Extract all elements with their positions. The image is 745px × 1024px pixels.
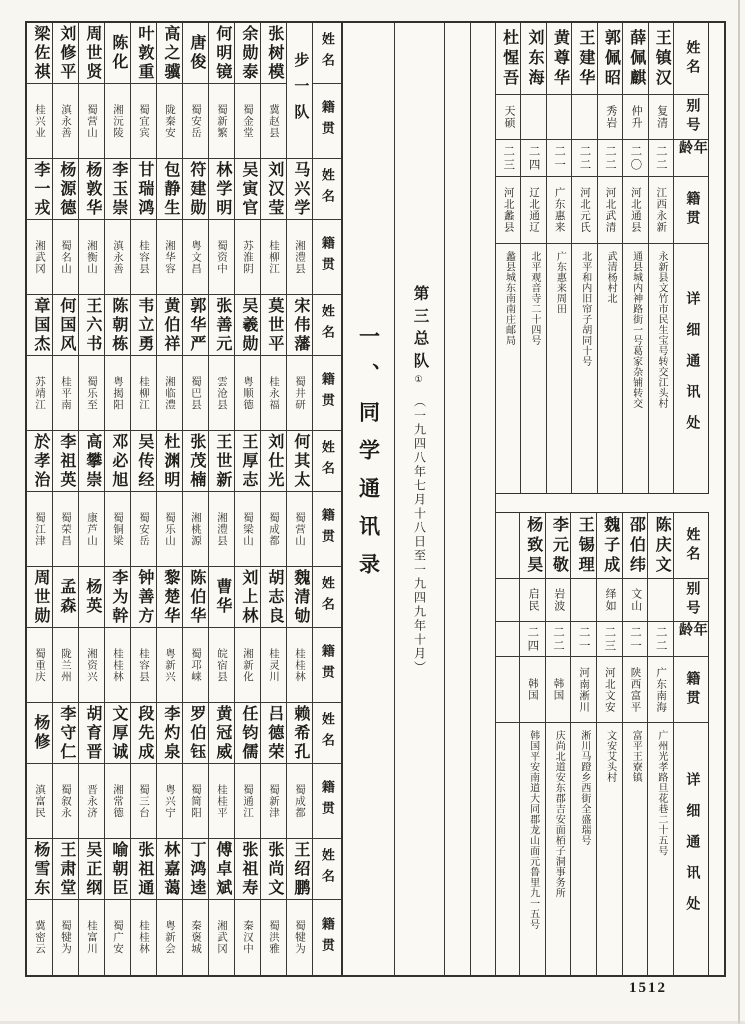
roster-name: 陈化 [105, 23, 131, 84]
roster-origin: 蜀名山 [53, 220, 79, 295]
contact-name: 魏子成 [597, 513, 623, 579]
roster-name: 张尚文 [261, 839, 287, 900]
column-header-age: 年龄 [674, 622, 708, 657]
roster-name: 郭华严 [183, 295, 209, 356]
contact-age: 二二 [598, 140, 623, 177]
roster-name: 张树模 [261, 23, 287, 84]
roster-origin: 蜀安岳 [183, 84, 209, 159]
roster-origin: 桂灵川 [261, 628, 287, 703]
roster-origin: 粤揭阳 [105, 356, 131, 431]
roster-name: 孟森 [53, 567, 79, 628]
roster-name: 刘汉莹 [261, 159, 287, 220]
contact-address: 永新县文竹市民生宝号转交江头村 [649, 244, 674, 493]
contact-origin: 河北蠡县 [496, 177, 521, 244]
roster-name: 张茂楠 [183, 431, 209, 492]
roster-origin: 桂容县 [131, 220, 157, 295]
roster-name: 李灼泉 [157, 703, 183, 764]
roster-origin: 桂桂林 [105, 628, 131, 703]
page-border-frame [25, 21, 726, 977]
roster-name: 宋伟藩 [287, 295, 313, 356]
roster-origin: 蜀井研 [287, 356, 313, 431]
roster-origin: 陇兰州 [53, 628, 79, 703]
roster-name: 唐俊 [183, 23, 209, 84]
roster-name: 陈伯华 [183, 567, 209, 628]
contact-name: 王镇汉 [649, 23, 674, 95]
roster-origin: 冀赵县 [261, 84, 287, 159]
roster-origin: 蜀洪雅 [261, 900, 287, 975]
title-column [343, 23, 395, 975]
roster-origin: 桂平南 [53, 356, 79, 431]
roster-origin: 湘衡山 [79, 220, 105, 295]
column-header-origin: 籍贯 [313, 220, 341, 295]
roster-name: 李为幹 [105, 567, 131, 628]
contact-table-top [496, 23, 709, 494]
contact-age: 二四 [520, 622, 546, 657]
contact-name: 郭佩昭 [598, 23, 623, 95]
unit-label: 步一队 [287, 23, 313, 159]
roster-name: 何其太 [287, 431, 313, 492]
roster-name: 包静生 [157, 159, 183, 220]
roster-name: 赖希孔 [287, 703, 313, 764]
roster-name: 何明镜 [209, 23, 235, 84]
roster-origin: 蜀荣昌 [53, 492, 79, 567]
roster-name: 章国杰 [27, 295, 53, 356]
roster-origin: 湘常德 [105, 764, 131, 839]
contact-origin: 江西永新 [649, 177, 674, 244]
empty-cell [496, 622, 520, 657]
roster-name: 杨修 [27, 703, 53, 764]
roster-origin: 雲沧县 [209, 356, 235, 431]
column-header-origin: 籍贯 [313, 356, 341, 431]
roster-origin: 桂富川 [79, 900, 105, 975]
roster-name: 刘上林 [235, 567, 261, 628]
roster-name: 李一戎 [27, 159, 53, 220]
roster-name: 丁鸿逵 [183, 839, 209, 900]
roster-origin: 桂柳江 [131, 356, 157, 431]
roster-name: 胡育晋 [79, 703, 105, 764]
roster-name: 於孝治 [27, 431, 53, 492]
roster-name: 周世贤 [79, 23, 105, 84]
column-header-origin: 籍贯 [313, 84, 341, 159]
roster-name: 王肃堂 [53, 839, 79, 900]
roster-origin: 桂桂林 [131, 900, 157, 975]
roster-name: 余勋泰 [235, 23, 261, 84]
contact-alias: 绎如 [597, 579, 623, 622]
roster-origin: 粤兴宁 [157, 764, 183, 839]
roster-origin: 秦褒城 [183, 900, 209, 975]
contact-alias: 仲升 [623, 95, 648, 140]
roster-name: 邓必旭 [105, 431, 131, 492]
roster-name: 叶敦重 [131, 23, 157, 84]
contact-name: 薛佩麒 [623, 23, 648, 95]
contact-alias [521, 95, 546, 140]
roster-origin: 蜀资中 [209, 220, 235, 295]
empty-cell [496, 513, 520, 579]
roster-name: 杨敦华 [79, 159, 105, 220]
roster-name: 黄冠威 [209, 703, 235, 764]
contact-name: 刘东海 [521, 23, 546, 95]
contact-age: 二〇 [623, 140, 648, 177]
contact-age: 二二 [648, 622, 674, 657]
roster-name: 喻朝臣 [105, 839, 131, 900]
roster-name: 李守仁 [53, 703, 79, 764]
roster-name: 曹华 [209, 567, 235, 628]
empty-column [471, 23, 496, 975]
roster-name: 马兴学 [287, 159, 313, 220]
contact-address: 广东惠来周田 [547, 244, 572, 493]
contact-alias: 文山 [623, 579, 649, 622]
roster-origin: 蜀新繁 [209, 84, 235, 159]
scan-edge-artifact [738, 0, 740, 1024]
roster-table-infantry-1 [27, 23, 343, 975]
contact-age: 二三 [496, 140, 521, 177]
roster-origin: 蜀巴县 [183, 356, 209, 431]
roster-origin: 桂兴业 [27, 84, 53, 159]
roster-origin: 粤顺德 [235, 356, 261, 431]
roster-name: 吴正纲 [79, 839, 105, 900]
contact-address: 蠡县城东南南庄邮局 [496, 244, 521, 493]
roster-origin: 桂永福 [261, 356, 287, 431]
contact-name: 王锡理 [571, 513, 597, 579]
contact-origin: 广东南海 [648, 657, 674, 723]
contact-age: 二一 [623, 622, 649, 657]
roster-origin: 蜀梁山 [235, 492, 261, 567]
roster-origin: 粤新会 [157, 900, 183, 975]
roster-origin: 滇永善 [53, 84, 79, 159]
roster-origin: 湘新化 [235, 628, 261, 703]
contact-name: 李元敬 [546, 513, 572, 579]
roster-name: 魏清劬 [287, 567, 313, 628]
contact-origin: 河北文安 [597, 657, 623, 723]
roster-origin: 蜀成都 [287, 764, 313, 839]
contact-alias [572, 95, 597, 140]
roster-origin: 蜀乐至 [79, 356, 105, 431]
contact-age: 二二 [572, 140, 597, 177]
roster-origin: 湘桃源 [183, 492, 209, 567]
contact-address: 淅川马蹬乡西街全盛瑞号 [571, 723, 597, 976]
column-header-name: 姓名 [313, 159, 341, 220]
roster-name: 胡志良 [261, 567, 287, 628]
roster-name: 王厚志 [235, 431, 261, 492]
roster-name: 李玉崇 [105, 159, 131, 220]
roster-name: 周世勋 [27, 567, 53, 628]
roster-name: 张祖寿 [235, 839, 261, 900]
roster-origin: 桂柳江 [261, 220, 287, 295]
contact-age: 二四 [521, 140, 546, 177]
roster-origin: 康芦山 [79, 492, 105, 567]
roster-name: 符建勋 [183, 159, 209, 220]
roster-name: 李祖英 [53, 431, 79, 492]
column-header-origin: 籍贯 [313, 764, 341, 839]
contact-origin: 河北通县 [623, 177, 648, 244]
roster-origin: 晋永济 [79, 764, 105, 839]
roster-origin: 湘沅陵 [105, 84, 131, 159]
roster-origin: 湘澧县 [209, 492, 235, 567]
roster-origin: 蜀犍为 [287, 900, 313, 975]
roster-name: 吴羲勋 [235, 295, 261, 356]
contact-address: 通县城内神路街一号葛家杂铺转交 [623, 244, 648, 493]
contact-origin: 河北元氏 [572, 177, 597, 244]
column-header-alias: 别号 [674, 95, 708, 140]
column-header-age: 年龄 [674, 140, 708, 177]
roster-origin: 蜀铜梁 [105, 492, 131, 567]
contact-address: 富平王寮镇 [623, 723, 649, 976]
roster-name: 文厚诚 [105, 703, 131, 764]
roster-origin: 陇秦安 [157, 84, 183, 159]
column-header-origin: 籍贯 [674, 657, 708, 723]
roster-origin: 蜀犍为 [53, 900, 79, 975]
roster-name: 杨源德 [53, 159, 79, 220]
roster-origin: 蜀简阳 [183, 764, 209, 839]
roster-origin: 蜀广安 [105, 900, 131, 975]
empty-cell [496, 723, 520, 976]
contact-alias [547, 95, 572, 140]
roster-origin: 蜀营山 [287, 492, 313, 567]
column-header-name: 姓名 [674, 513, 708, 579]
roster-name: 王六书 [79, 295, 105, 356]
column-header-name: 姓名 [313, 431, 341, 492]
contact-origin: 陕西富平 [623, 657, 649, 723]
roster-origin: 蜀重庆 [27, 628, 53, 703]
roster-name: 黄伯祥 [157, 295, 183, 356]
page-title: 一、同学通讯录 [356, 325, 381, 591]
roster-origin: 桂桂林 [287, 628, 313, 703]
roster-name: 林学明 [209, 159, 235, 220]
roster-name: 傅卓斌 [209, 839, 235, 900]
empty-cell [496, 579, 520, 622]
section-footnote-marker: ① [414, 375, 425, 385]
roster-origin: 桂容县 [131, 628, 157, 703]
roster-name: 刘仕光 [261, 431, 287, 492]
roster-origin: 秦汉中 [235, 900, 261, 975]
column-header-name: 姓名 [313, 703, 341, 764]
roster-origin: 湘华容 [157, 220, 183, 295]
roster-origin: 湘武冈 [209, 900, 235, 975]
roster-origin: 蜀叙永 [53, 764, 79, 839]
roster-name: 何国风 [53, 295, 79, 356]
section-heading [409, 285, 431, 675]
contact-address: 文安艾头村 [597, 723, 623, 976]
roster-name: 莫世平 [261, 295, 287, 356]
section-column [395, 23, 445, 975]
roster-name: 杜渊明 [157, 431, 183, 492]
roster-name: 吴传经 [131, 431, 157, 492]
roster-name: 陈朝栋 [105, 295, 131, 356]
contact-name: 杨致昊 [520, 513, 546, 579]
roster-name: 林嘉蔼 [157, 839, 183, 900]
contact-alias: 复清 [649, 95, 674, 140]
roster-origin: 粤文昌 [183, 220, 209, 295]
contact-origin: 韩国 [520, 657, 546, 723]
roster-origin: 蜀邛崃 [183, 628, 209, 703]
roster-origin: 湘武冈 [27, 220, 53, 295]
contact-age: 二二 [649, 140, 674, 177]
roster-origin: 湘澧县 [287, 220, 313, 295]
roster-origin: 湘资兴 [79, 628, 105, 703]
contact-origin: 河南淅川 [571, 657, 597, 723]
column-header-name: 姓名 [313, 567, 341, 628]
roster-origin: 滇富民 [27, 764, 53, 839]
roster-name: 段先成 [131, 703, 157, 764]
roster-origin: 滇永善 [105, 220, 131, 295]
roster-origin: 蜀营山 [79, 84, 105, 159]
column-header-name: 姓名 [674, 23, 708, 95]
roster-name: 吕德荣 [261, 703, 287, 764]
roster-origin: 湘临澧 [157, 356, 183, 431]
roster-name: 高攀崇 [79, 431, 105, 492]
contact-origin: 河北武清 [598, 177, 623, 244]
roster-name: 杨雪东 [27, 839, 53, 900]
contact-age: 二一 [547, 140, 572, 177]
roster-name: 梁佐祺 [27, 23, 53, 84]
contact-origin: 广东惠来 [547, 177, 572, 244]
roster-origin: 苏淮阴 [235, 220, 261, 295]
roster-origin: 皖宿县 [209, 628, 235, 703]
roster-origin: 蜀江津 [27, 492, 53, 567]
roster-name: 任钧儒 [235, 703, 261, 764]
column-header-origin: 籍贯 [319, 916, 335, 959]
contact-address: 北平观音寺二十四号 [521, 244, 546, 493]
contact-alias: 启民 [520, 579, 546, 622]
roster-origin: 蜀通江 [235, 764, 261, 839]
contact-alias [571, 579, 597, 622]
roster-name: 黎楚华 [157, 567, 183, 628]
roster-name: 王世新 [209, 431, 235, 492]
column-header-address: 详细通讯处 [684, 772, 700, 927]
contact-origin: 辽北通辽 [521, 177, 546, 244]
column-header-origin: 籍贯 [313, 492, 341, 567]
roster-name: 张善元 [209, 295, 235, 356]
contact-name: 邵伯纬 [623, 513, 649, 579]
contact-table-bottom [496, 512, 709, 977]
column-header-alias: 别号 [674, 579, 708, 622]
contact-age: 二一 [571, 622, 597, 657]
roster-origin: 苏靖江 [27, 356, 53, 431]
roster-name: 王绍鹏 [287, 839, 313, 900]
column-header-name: 姓名 [313, 839, 341, 900]
roster-origin: 粤新兴 [157, 628, 183, 703]
contact-name: 王建华 [572, 23, 597, 95]
contact-alias: 天硕 [496, 95, 521, 140]
roster-origin: 蜀三台 [131, 764, 157, 839]
contact-alias [648, 579, 674, 622]
roster-name: 张祖通 [131, 839, 157, 900]
roster-name: 吴寅官 [235, 159, 261, 220]
contact-name: 黄尊华 [547, 23, 572, 95]
roster-name: 刘修平 [53, 23, 79, 84]
contact-address: 广州光孝路旦花巷二十五号 [648, 723, 674, 976]
roster-origin: 蜀金堂 [235, 84, 261, 159]
contact-name: 杜惺吾 [496, 23, 521, 95]
contact-address: 庆尚北道安东郡吉安面栢子洞事务所 [546, 723, 572, 976]
column-header-origin: 籍贯 [674, 177, 708, 244]
roster-origin: 蜀安岳 [131, 492, 157, 567]
contact-address: 韩国平安南道大同郡龙山面元鲁里九一五号 [520, 723, 546, 976]
empty-column [445, 23, 471, 975]
contact-age: 二二 [546, 622, 572, 657]
roster-origin: 蜀乐山 [157, 492, 183, 567]
column-header-origin: 籍贯 [313, 628, 341, 703]
section-period: （一九四八年七月十八日至一九四九年十月） [412, 395, 427, 675]
contact-address: 武清杨村北 [598, 244, 623, 493]
roster-origin: 冀密云 [27, 900, 53, 975]
roster-name: 韦立勇 [131, 295, 157, 356]
contact-address: 北平和内旧帘子胡同十号 [572, 244, 597, 493]
contact-age: 二三 [597, 622, 623, 657]
contact-alias: 岩波 [546, 579, 572, 622]
roster-origin: 蜀宜宾 [131, 84, 157, 159]
roster-origin: 蜀成都 [261, 492, 287, 567]
column-header-name: 姓名 [313, 23, 341, 84]
roster-origin: 蜀新津 [261, 764, 287, 839]
column-header-name: 姓名 [313, 295, 341, 356]
column-header-address: 详细通讯处 [684, 291, 700, 446]
page-number: 1512 [629, 980, 667, 996]
contact-alias: 秀岩 [598, 95, 623, 140]
contact-origin: 韩国 [546, 657, 572, 723]
roster-origin: 桂桂平 [209, 764, 235, 839]
section-name: 第三总队 [411, 285, 429, 375]
roster-name: 甘瑞鸿 [131, 159, 157, 220]
roster-name: 高之骥 [157, 23, 183, 84]
roster-name: 杨英 [79, 567, 105, 628]
empty-cell [496, 657, 520, 723]
contact-name: 陈庆文 [648, 513, 674, 579]
roster-name: 钟善方 [131, 567, 157, 628]
roster-name: 罗伯钰 [183, 703, 209, 764]
